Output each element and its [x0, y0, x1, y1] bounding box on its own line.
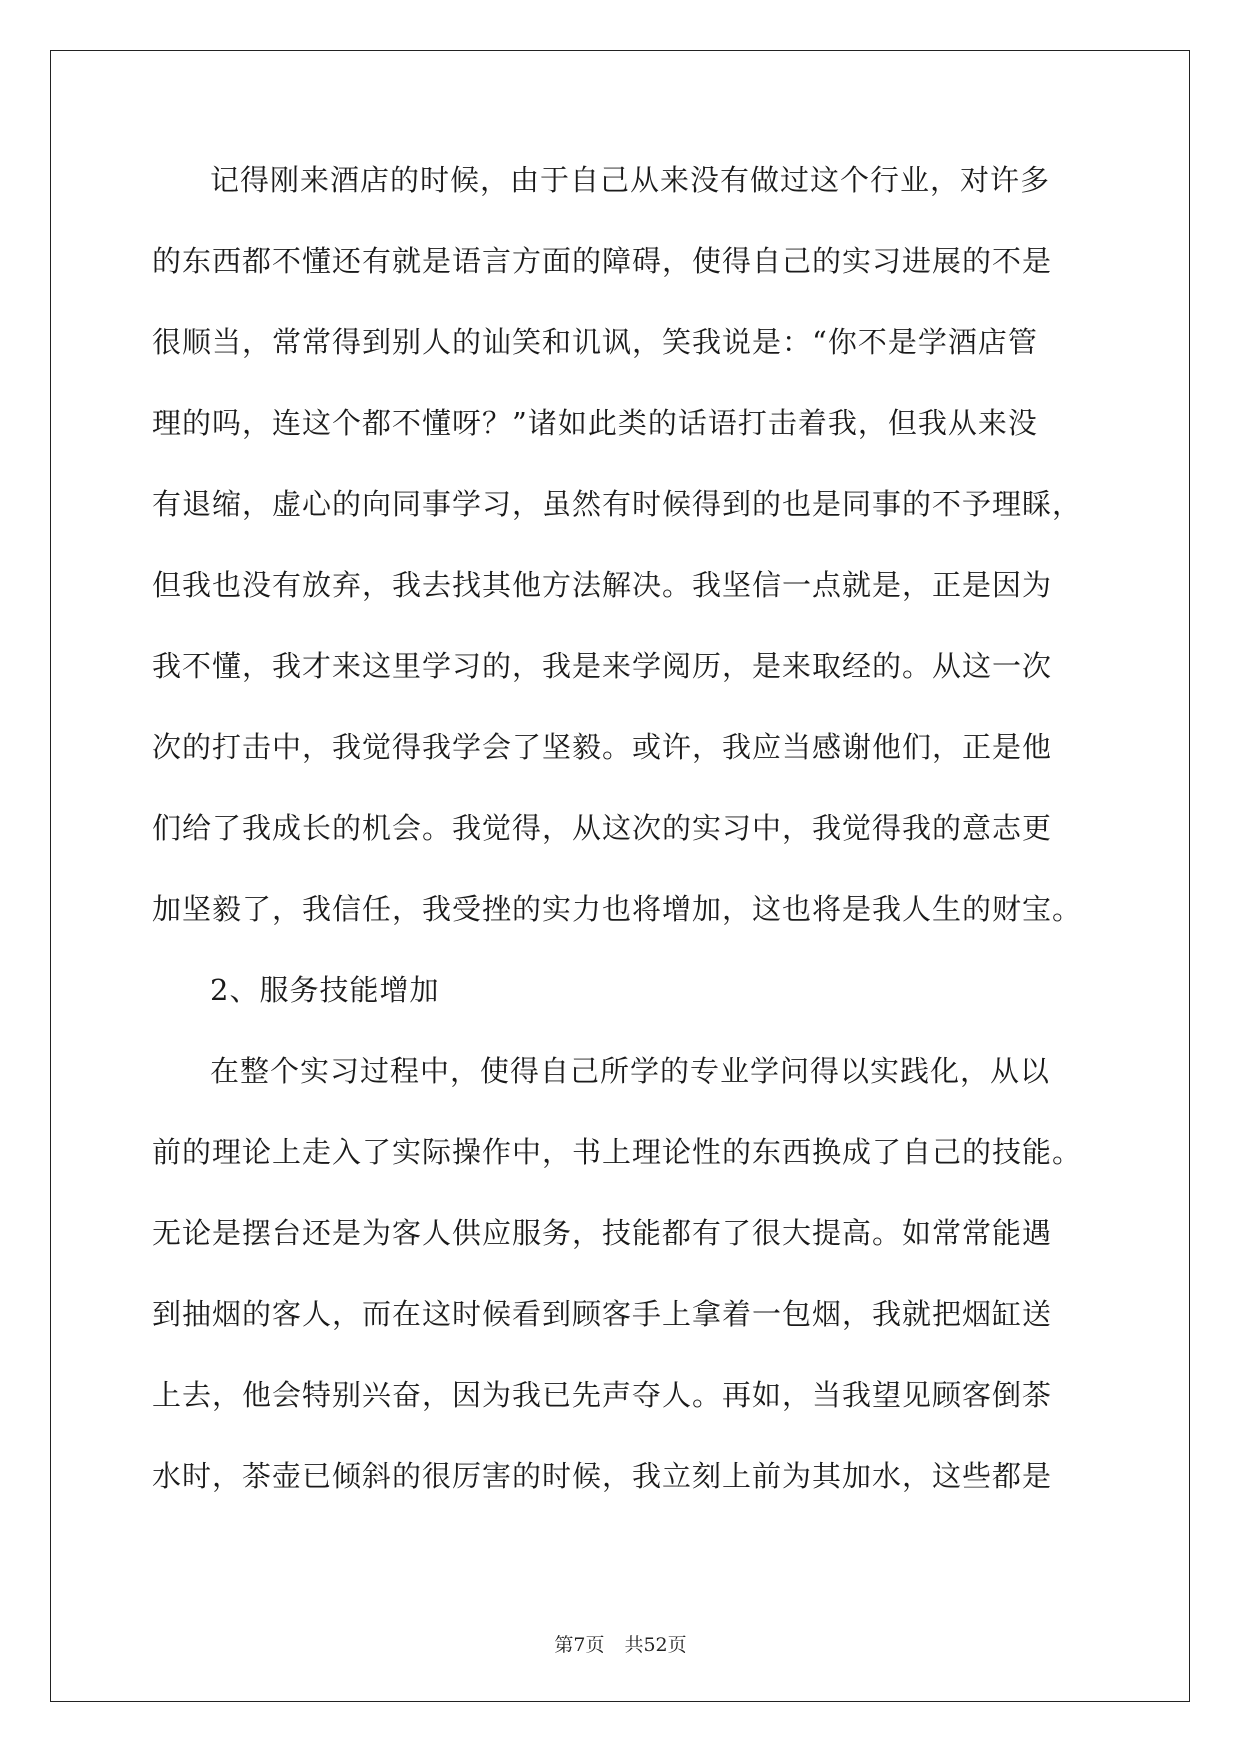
page-number-total: 共52页 — [624, 1634, 687, 1656]
paragraph-1-line-9: 们给了我成长的机会。我觉得，从这次的实习中，我觉得我的意志更 — [152, 811, 1053, 845]
page-number-current: 第7页 — [554, 1634, 605, 1656]
paragraph-1-line-7: 我不懂，我才来这里学习的，我是来学阅历，是来取经的。从这一次 — [152, 649, 1053, 683]
paragraph-2-line-3: 无论是摆台还是为客人供应服务，技能都有了很大提高。如常常能遇 — [152, 1216, 1053, 1250]
paragraph-2-line-2: 前的理论上走入了实际操作中，书上理论性的东西换成了自己的技能。 — [152, 1135, 1083, 1169]
document-body — [152, 162, 1092, 1539]
paragraph-2-line-5: 上去，他会特别兴奋，因为我已先声夺人。再如，当我望见顾客倒茶 — [152, 1378, 1053, 1412]
paragraph-1-line-4: 理的吗，连这个都不懂呀？”诸如此类的话语打击着我，但我从来没 — [152, 406, 1038, 440]
paragraph-1-line-2: 的东西都不懂还有就是语言方面的障碍，使得自己的实习进展的不是 — [152, 244, 1053, 278]
paragraph-2-line-4: 到抽烟的客人，而在这时候看到顾客手上拿着一包烟，我就把烟缸送 — [152, 1297, 1053, 1331]
paragraph-1-line-5: 有退缩，虚心的向同事学习，虽然有时候得到的也是同事的不予理睬， — [152, 487, 1083, 521]
page-footer — [0, 1630, 1241, 1657]
section-heading: 2、服务技能增加 — [210, 973, 440, 1007]
paragraph-2-line-6: 水时，茶壶已倾斜的很厉害的时候，我立刻上前为其加水，这些都是 — [152, 1459, 1053, 1493]
paragraph-2-line-1: 在整个实习过程中，使得自己所学的专业学问得以实践化，从以 — [210, 1054, 1051, 1088]
paragraph-1-line-10: 加坚毅了，我信任，我受挫的实力也将增加，这也将是我人生的财宝。 — [152, 892, 1083, 926]
paragraph-1-line-8: 次的打击中，我觉得我学会了坚毅。或许，我应当感谢他们，正是他 — [152, 730, 1053, 764]
paragraph-1-line-3: 很顺当，常常得到别人的讪笑和讥讽，笑我说是：“你不是学酒店管 — [152, 325, 1038, 359]
paragraph-1-line-6: 但我也没有放弃，我去找其他方法解决。我坚信一点就是，正是因为 — [152, 568, 1053, 602]
paragraph-1-line-1: 记得刚来酒店的时候，由于自己从来没有做过这个行业，对许多 — [210, 163, 1051, 197]
